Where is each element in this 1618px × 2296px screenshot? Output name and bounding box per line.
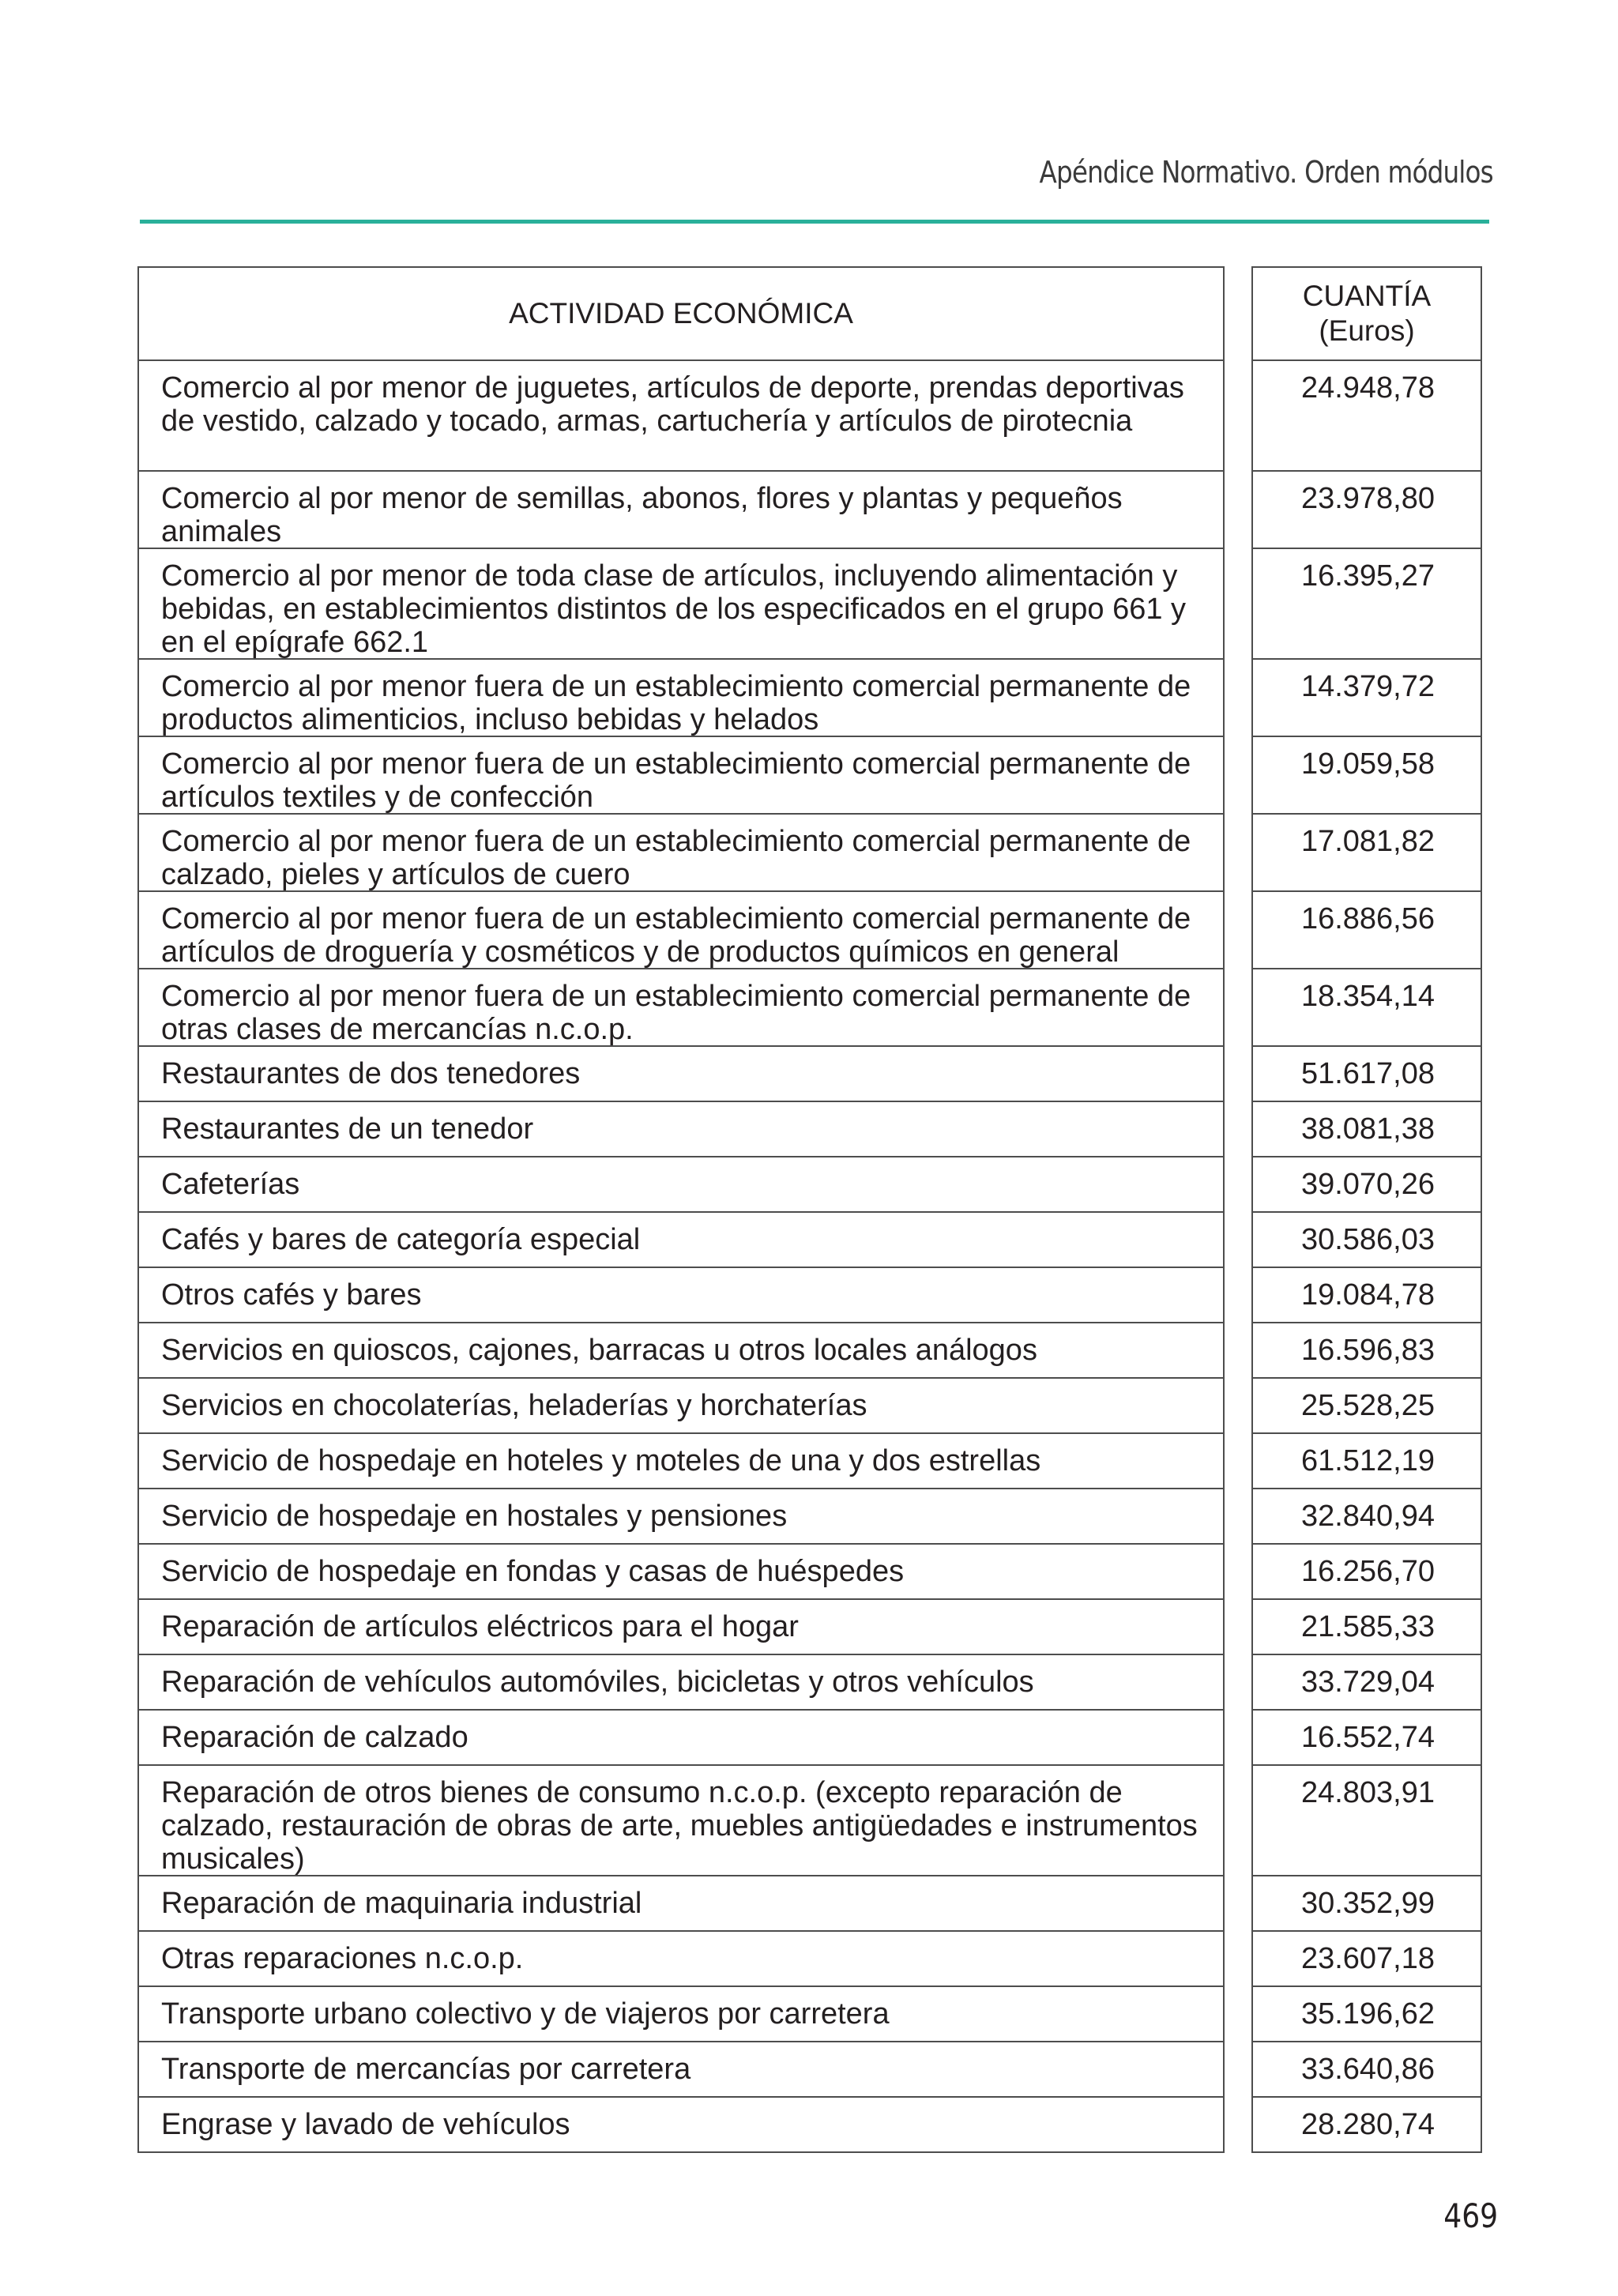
activity-cell: Transporte de mercancías por carretera bbox=[137, 2042, 1225, 2098]
amount-cell: 16.395,27 bbox=[1251, 549, 1482, 660]
table-row bbox=[137, 737, 1485, 815]
table-row bbox=[137, 1213, 1485, 1268]
amount-cell: 16.552,74 bbox=[1251, 1711, 1482, 1766]
running-header: Apéndice Normativo. Orden módulos bbox=[1039, 155, 1493, 190]
activity-cell: Otras reparaciones n.c.o.p. bbox=[137, 1932, 1225, 1987]
column-header-amount-line2: (Euros) bbox=[1319, 314, 1415, 347]
amount-cell: 24.803,91 bbox=[1251, 1766, 1482, 1876]
table-row bbox=[137, 1711, 1485, 1766]
amount-cell: 18.354,14 bbox=[1251, 969, 1482, 1047]
amount-cell: 19.084,78 bbox=[1251, 1268, 1482, 1323]
column-header-activity: ACTIVIDAD ECONÓMICA bbox=[137, 266, 1225, 361]
amount-cell: 24.948,78 bbox=[1251, 361, 1482, 472]
table-row bbox=[137, 1157, 1485, 1213]
activity-cell: Comercio al por menor fuera de un establecimiento comercial permanente de otras clases de mercancías n.c.o.p. bbox=[137, 969, 1225, 1047]
activity-cell: Comercio al por menor de semillas, abonos, flores y plantas y pequeños animales bbox=[137, 472, 1225, 549]
amount-cell: 33.729,04 bbox=[1251, 1655, 1482, 1711]
table-row bbox=[137, 1600, 1485, 1655]
amount-cell: 17.081,82 bbox=[1251, 815, 1482, 892]
amount-cell: 28.280,74 bbox=[1251, 2098, 1482, 2153]
activity-cell: Servicios en chocolaterías, heladerías y horchaterías bbox=[137, 1379, 1225, 1434]
activity-cell: Servicio de hospedaje en hostales y pensiones bbox=[137, 1489, 1225, 1545]
amount-cell: 16.886,56 bbox=[1251, 892, 1482, 969]
amount-cell: 30.586,03 bbox=[1251, 1213, 1482, 1268]
activity-cell: Comercio al por menor de juguetes, artículos de deporte, prendas deportivas de vestido, calzado y tocado, armas, cartuchería y artículos de pirotecnia bbox=[137, 361, 1225, 472]
amount-cell: 61.512,19 bbox=[1251, 1434, 1482, 1489]
table-row bbox=[137, 1047, 1485, 1102]
activity-cell: Cafeterías bbox=[137, 1157, 1225, 1213]
amount-cell: 23.607,18 bbox=[1251, 1932, 1482, 1987]
activity-cell: Reparación de otros bienes de consumo n.c.o.p. (excepto reparación de calzado, restauración de obras de arte, muebles antigüedades e instrumentos musicales) bbox=[137, 1766, 1225, 1876]
activity-cell: Comercio al por menor fuera de un establecimiento comercial permanente de artículos textiles y de confección bbox=[137, 737, 1225, 815]
amount-cell: 32.840,94 bbox=[1251, 1489, 1482, 1545]
table-row bbox=[137, 1489, 1485, 1545]
activity-cell: Reparación de maquinaria industrial bbox=[137, 1876, 1225, 1932]
activity-cell: Reparación de vehículos automóviles, bicicletas y otros vehículos bbox=[137, 1655, 1225, 1711]
header-divider bbox=[140, 220, 1489, 224]
table-row bbox=[137, 1876, 1485, 1932]
column-header-amount bbox=[1251, 266, 1482, 361]
table-row bbox=[137, 1655, 1485, 1711]
activity-cell: Servicios en quioscos, cajones, barracas u otros locales análogos bbox=[137, 1323, 1225, 1379]
table-row bbox=[137, 815, 1485, 892]
amount-cell: 35.196,62 bbox=[1251, 1987, 1482, 2042]
activity-cell: Transporte urbano colectivo y de viajeros por carretera bbox=[137, 1987, 1225, 2042]
amount-cell: 33.640,86 bbox=[1251, 2042, 1482, 2098]
activity-cell: Otros cafés y bares bbox=[137, 1268, 1225, 1323]
table-row bbox=[137, 1323, 1485, 1379]
table-row bbox=[137, 1545, 1485, 1600]
amount-cell: 21.585,33 bbox=[1251, 1600, 1482, 1655]
table-header-row bbox=[137, 266, 1485, 361]
table-row bbox=[137, 660, 1485, 737]
activity-cell: Comercio al por menor de toda clase de artículos, incluyendo alimentación y bebidas, en establecimientos distintos de los especificados en el grupo 661 y en el epígrafe 662.1 bbox=[137, 549, 1225, 660]
column-header-amount-line1: CUANTÍA bbox=[1302, 280, 1432, 312]
table-row bbox=[137, 1932, 1485, 1987]
amount-cell: 16.596,83 bbox=[1251, 1323, 1482, 1379]
table-row bbox=[137, 1102, 1485, 1157]
activity-cell: Servicio de hospedaje en fondas y casas de huéspedes bbox=[137, 1545, 1225, 1600]
activity-cell: Engrase y lavado de vehículos bbox=[137, 2098, 1225, 2153]
table-row bbox=[137, 472, 1485, 549]
activity-cell: Restaurantes de dos tenedores bbox=[137, 1047, 1225, 1102]
table-row bbox=[137, 969, 1485, 1047]
activity-cell: Servicio de hospedaje en hoteles y moteles de una y dos estrellas bbox=[137, 1434, 1225, 1489]
activity-cell: Comercio al por menor fuera de un establecimiento comercial permanente de calzado, pieles y artículos de cuero bbox=[137, 815, 1225, 892]
table-row bbox=[137, 2042, 1485, 2098]
amount-cell: 16.256,70 bbox=[1251, 1545, 1482, 1600]
amount-cell: 51.617,08 bbox=[1251, 1047, 1482, 1102]
amount-cell: 14.379,72 bbox=[1251, 660, 1482, 737]
table-row bbox=[137, 1379, 1485, 1434]
table-row bbox=[137, 1987, 1485, 2042]
activity-cell: Reparación de calzado bbox=[137, 1711, 1225, 1766]
activity-amount-table bbox=[137, 266, 1485, 2153]
page-number: 469 bbox=[1443, 2196, 1498, 2235]
activity-cell: Cafés y bares de categoría especial bbox=[137, 1213, 1225, 1268]
table-body bbox=[137, 361, 1485, 2153]
table-row bbox=[137, 1268, 1485, 1323]
table-row bbox=[137, 1434, 1485, 1489]
amount-cell: 38.081,38 bbox=[1251, 1102, 1482, 1157]
amount-cell: 30.352,99 bbox=[1251, 1876, 1482, 1932]
amount-cell: 23.978,80 bbox=[1251, 472, 1482, 549]
table-row bbox=[137, 361, 1485, 472]
amount-cell: 39.070,26 bbox=[1251, 1157, 1482, 1213]
table-row bbox=[137, 2098, 1485, 2153]
table-row bbox=[137, 1766, 1485, 1876]
table-row bbox=[137, 549, 1485, 660]
activity-cell: Comercio al por menor fuera de un establecimiento comercial permanente de productos alimenticios, incluso bebidas y helados bbox=[137, 660, 1225, 737]
activity-cell: Comercio al por menor fuera de un establecimiento comercial permanente de artículos de droguería y cosméticos y de productos químicos en general bbox=[137, 892, 1225, 969]
amount-cell: 25.528,25 bbox=[1251, 1379, 1482, 1434]
amount-cell: 19.059,58 bbox=[1251, 737, 1482, 815]
activity-cell: Restaurantes de un tenedor bbox=[137, 1102, 1225, 1157]
activity-cell: Reparación de artículos eléctricos para el hogar bbox=[137, 1600, 1225, 1655]
table-row bbox=[137, 892, 1485, 969]
